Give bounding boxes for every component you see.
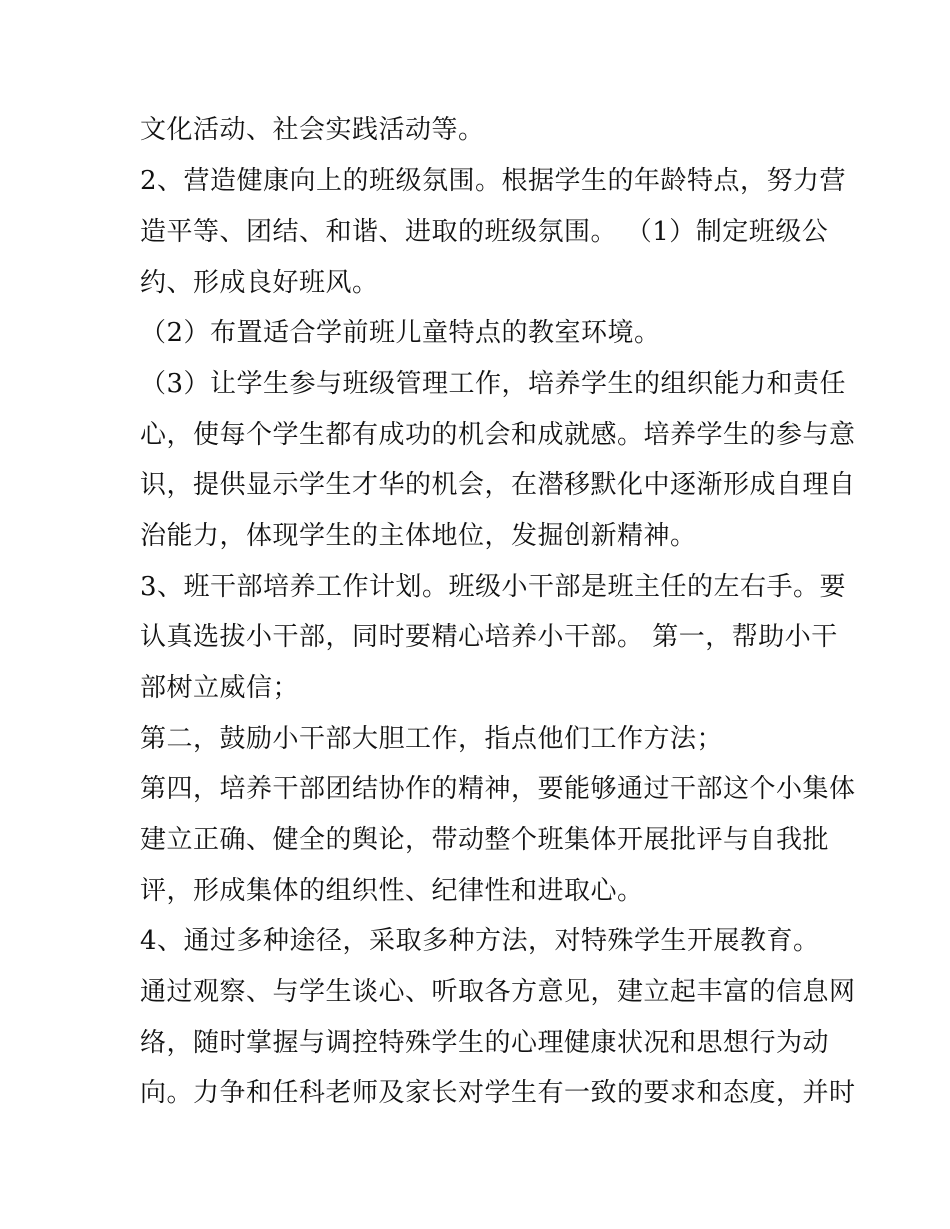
text-line: 部树立威信；	[140, 673, 300, 703]
text-line: 通过观察、与学生谈心、听取各方意见，建立起丰富的信息网	[140, 977, 856, 1007]
text-line: 评，形成集体的组织性、纪律性和进取心。	[140, 876, 644, 906]
text-line: 建立正确、健全的舆论，带动整个班集体开展批评与自我批	[140, 825, 830, 855]
text-line: 心，使每个学生都有成功的机会和成就感。培养学生的参与意	[140, 420, 856, 450]
text-line: 第二，鼓励小干部大胆工作，指点他们工作方法；	[140, 724, 724, 754]
text-line: 识，提供显示学生才华的机会，在潜移默化中逐渐形成自理自	[140, 470, 856, 500]
text-line: 认真选拔小干部，同时要精心培养小干部。 第一，帮助小干	[140, 622, 838, 652]
text-line: （2）布置适合学前班儿童特点的教室环境。	[140, 318, 661, 348]
text-line: 第四，培养干部团结协作的精神，要能够通过干部这个小集体	[140, 774, 856, 804]
text-line: 4、通过多种途径，采取多种方法，对特殊学生开展教育。	[140, 926, 820, 956]
text-line: 3、班干部培养工作计划。班级小干部是班主任的左右手。要	[140, 572, 847, 602]
text-line: 治能力，体现学生的主体地位，发掘创新精神。	[140, 521, 697, 551]
text-line: （3）让学生参与班级管理工作，培养学生的组织能力和责任	[140, 369, 847, 399]
text-line: 2、营造健康向上的班级氛围。根据学生的年龄特点，努力营	[140, 166, 847, 196]
text-line: 造平等、团结、和谐、进取的班级氛围。 （1）制定班级公	[140, 217, 829, 247]
text-line: 络，随时掌握与调控特殊学生的心理健康状况和思想行为动	[140, 1028, 830, 1058]
text-line: 向。力争和任科老师及家长对学生有一致的要求和态度，并时	[140, 1078, 856, 1108]
text-line: 文化活动、社会实践活动等。	[140, 115, 485, 145]
text-line: 约、形成良好班风。	[140, 268, 379, 298]
